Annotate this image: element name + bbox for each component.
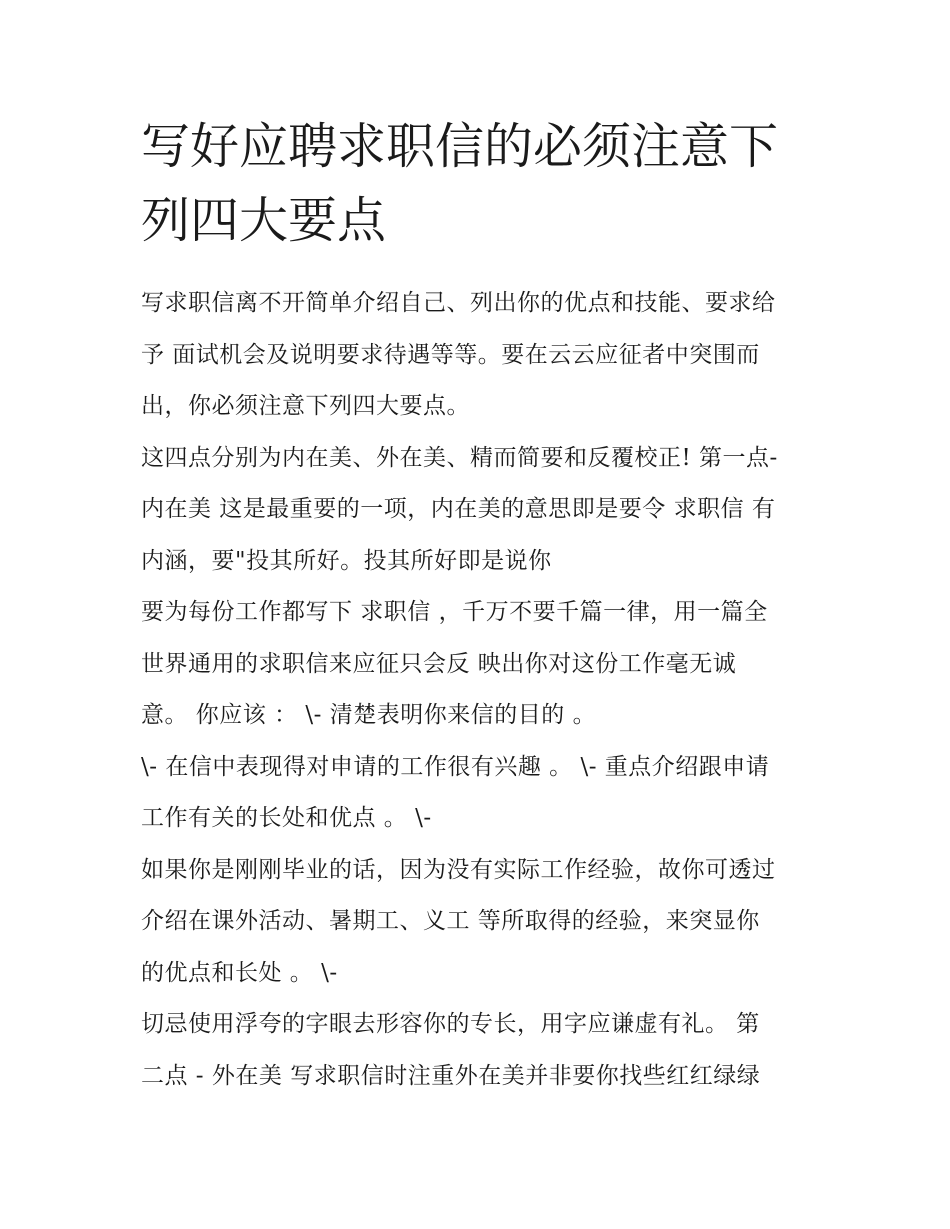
body-line-6: 内涵，要"投其所好。投其所好即是说你: [141, 547, 552, 574]
body-line-9: 意。 你应该 ： \- 清楚表明你来信的目的 。: [141, 702, 597, 728]
body-line-2: 予 面试机会及说明要求待遇等等。要在云云应征者中突围而: [141, 341, 760, 368]
document-page: [141, 110, 821, 1102]
body-line-7: 要为每份工作都写下 求职信 ，千万不要千篇一律，用一篇全: [141, 599, 768, 625]
body-line-8: 世界通用的求职信来应征只会反 映出你对这份工作毫无诚: [141, 650, 737, 677]
body-line-15: 切忌使用浮夸的字眼去形容你的专长，用字应谦虚有礼。 第: [141, 1011, 760, 1037]
body-line-13: 介绍在课外活动、暑期工、义工 等所取得的经验，来突显你: [141, 908, 760, 934]
document-body: [141, 278, 821, 1102]
body-line-14: 的优点和长处 。 \-: [141, 959, 338, 986]
body-line-10: \- 在信中表现得对申请的工作很有兴趣 。 \- 重点介绍跟申请: [141, 753, 770, 780]
title-line-1: 写好应聘求职信的必须注意下: [141, 118, 779, 175]
body-line-12: 如果你是刚刚毕业的话，因为没有实际工作经验，故你可透过: [141, 856, 776, 883]
title-line-2: 列四大要点: [141, 192, 387, 249]
body-line-16: 二点 - 外在美 写求职信时注重外在美并非要你找些红红绿绿: [141, 1062, 761, 1089]
body-line-5: 内在美 这是最重要的一项，内在美的意思即是要令 求职信 有: [141, 496, 776, 522]
body-line-1: 写求职信离不开简单介绍自己、列出你的优点和技能、要求给: [141, 290, 776, 316]
body-line-4: 这四点分别为内在美、外在美、精而简要和反覆校正! 第一点-: [141, 444, 778, 471]
body-line-3: 出，你必须注意下列四大要点。: [141, 393, 470, 419]
body-line-11: 工作有关的长处和优点 。 \-: [141, 805, 432, 831]
document-title: [141, 110, 821, 258]
